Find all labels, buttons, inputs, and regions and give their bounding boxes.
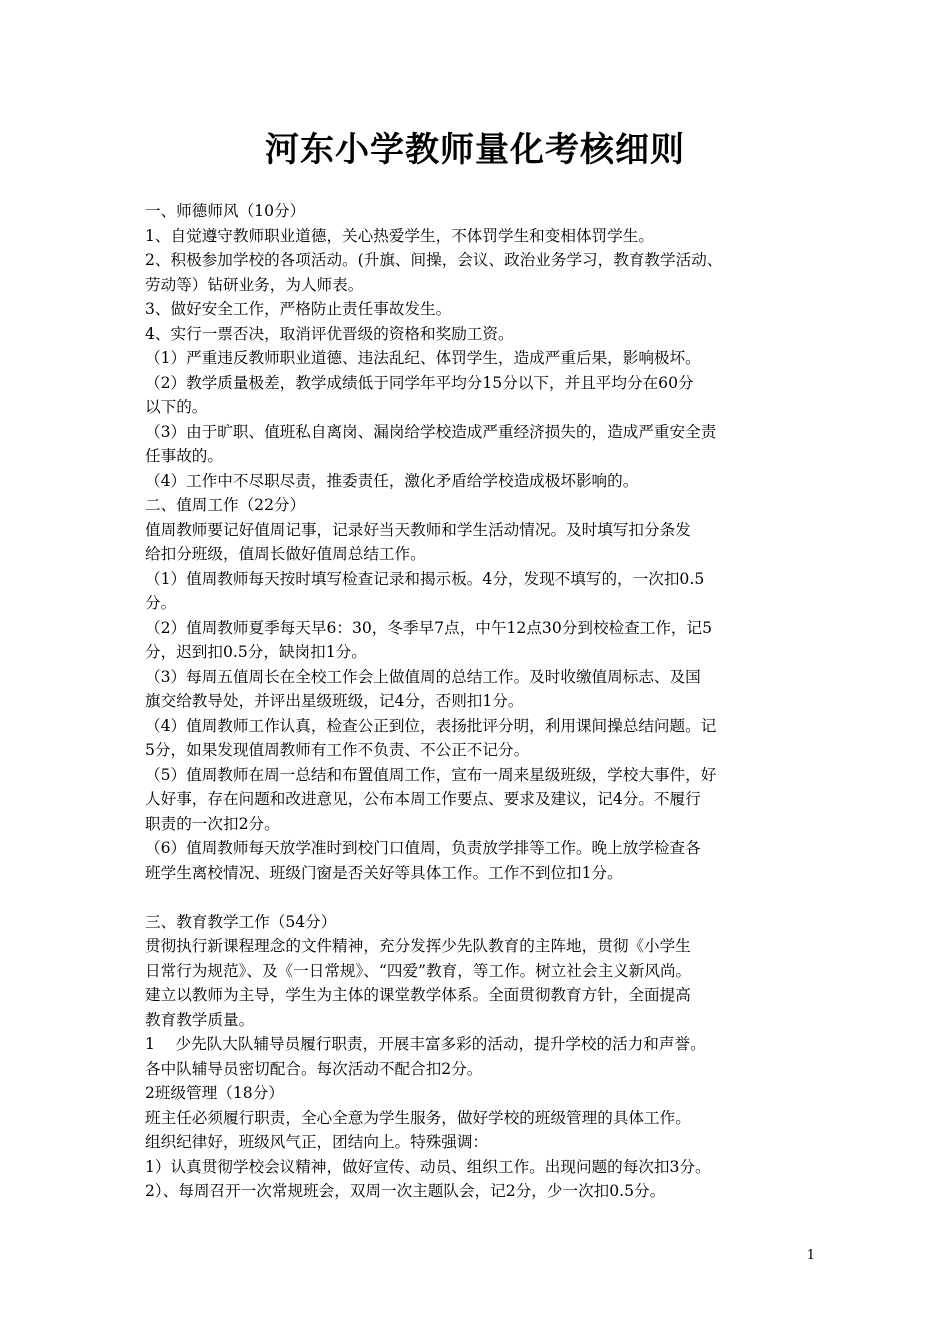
text-line: 班主任必须履行职责，全心全意为学生服务，做好学校的班级管理的具体工作。 — [145, 1108, 691, 1127]
section-heading-duty-week: 二、值周工作（22分） — [145, 496, 306, 514]
text-line: 2）、每周召开一次常规班会，双周一次主题队会，记2分，少一次扣0.5分。 — [145, 1182, 666, 1200]
blank-line — [145, 885, 809, 910]
text-line: （6）值周教师每天放学准时到校门口值周，负责放学排等工作。晚上放学检查各 — [145, 839, 701, 857]
text-line: 任事故的。 — [145, 447, 223, 465]
text-line: 旗交给教导处，并评出星级班级，记4分，否则扣1分。 — [145, 692, 524, 710]
section-heading-teaching: 三、教育教学工作（54分） — [145, 912, 337, 931]
text-line: 2、积极参加学校的各项活动。(升旗、间操，会议、政治业务学习，教育教学活动、 — [145, 251, 723, 269]
text-line: （2）教学质量极差，教学成绩低于同学年平均分15分以下，并且平均分在60分 — [145, 373, 694, 392]
text-line: 4、实行一票否决，取消评优晋级的资格和奖励工资。 — [145, 324, 514, 343]
text-line: （1）值周教师每天按时填写检查记录和揭示板。4分，发现不填写的，一次扣0.5 — [145, 569, 705, 588]
subsection-heading-class-management: 2班级管理（18分） — [145, 1084, 284, 1102]
text-line: 1 少先队大队辅导员履行职责，开展丰富多彩的活动，提升学校的活力和声誉。 — [145, 1035, 706, 1053]
text-line: （2）值周教师夏季每天早6：30，冬季早7点，中午12点30分到校检查工作，记5 — [145, 618, 713, 637]
text-line: 建立以教师为主导，学生为主体的课堂教学体系。全面贯彻教育方针，全面提高 — [145, 986, 691, 1004]
document-title: 河东小学教师量化考核细则 — [265, 130, 685, 170]
text-line: 1）认真贯彻学校会议精神，做好宣传、动员、组织工作。出现问题的每次扣3分。 — [145, 1157, 711, 1176]
text-line: （3）每周五值周长在全校工作会上做值周的总结工作。及时收缴值周标志、及国 — [145, 667, 701, 686]
text-line: 各中队辅导员密切配合。每次活动不配合扣2分。 — [145, 1059, 483, 1078]
text-line: 日常行为规范》、及《一日常规》、“四爱”教育，等工作。树立社会主义新风尚。 — [145, 961, 692, 980]
text-line: 分。 — [145, 594, 177, 612]
text-line: 5分，如果发现值周教师有工作不负责、不公正不记分。 — [145, 741, 530, 759]
text-line: 人好事，存在问题和改进意见，公布本周工作要点、要求及建议，记4分。不履行 — [145, 790, 701, 808]
text-line: 1、自觉遵守教师职业道德，关心热爱学生，不体罚学生和变相体罚学生。 — [145, 226, 654, 245]
text-line: 班学生离校情况、班级门窗是否关好等具体工作。工作不到位扣1分。 — [145, 863, 623, 882]
text-line: （4）值周教师工作认真，检查公正到位，表扬批评分明，利用课间操总结问题。记 — [145, 716, 717, 735]
text-line: 给扣分班级，值周长做好值周总结工作。 — [145, 545, 426, 563]
text-line: 劳动等）钻研业务，为人师表。 — [145, 275, 364, 294]
text-line: 职责的一次扣2分。 — [145, 814, 280, 833]
text-line: 组织纪律好，班级风气正，团结向上。特殊强调： — [145, 1133, 489, 1151]
text-line: 以下的。 — [145, 398, 208, 416]
document-body — [145, 199, 809, 1204]
section-heading-ethics: 一、师德师风（10分） — [145, 202, 306, 220]
text-line: 教育教学质量。 — [145, 1010, 255, 1029]
page-number: 1 — [806, 1248, 815, 1263]
text-line: 分，迟到扣0.5分，缺岗扣1分。 — [145, 643, 367, 661]
text-line: （4）工作中不尽职尽责，推委责任，激化矛盾给学校造成极坏影响的。 — [145, 471, 639, 490]
text-line: （1）严重违反教师职业道德、违法乱纪、体罚学生，造成严重后果，影响极坏。 — [145, 349, 701, 367]
text-line: （3）由于旷职、值班私自离岗、漏岗给学校造成严重经济损失的，造成严重安全责 — [145, 422, 717, 441]
text-line: 3、做好安全工作，严格防止责任事故发生。 — [145, 300, 452, 318]
text-line: （5）值周教师在周一总结和布置值周工作，宣布一周来星级班级，学校大事件，好 — [145, 765, 717, 784]
text-line: 值周教师要记好值周记事，记录好当天教师和学生活动情况。及时填写扣分条发 — [145, 520, 691, 539]
text-line: 贯彻执行新课程理念的文件精神，充分发挥少先队教育的主阵地，贯彻《小学生 — [145, 937, 691, 955]
